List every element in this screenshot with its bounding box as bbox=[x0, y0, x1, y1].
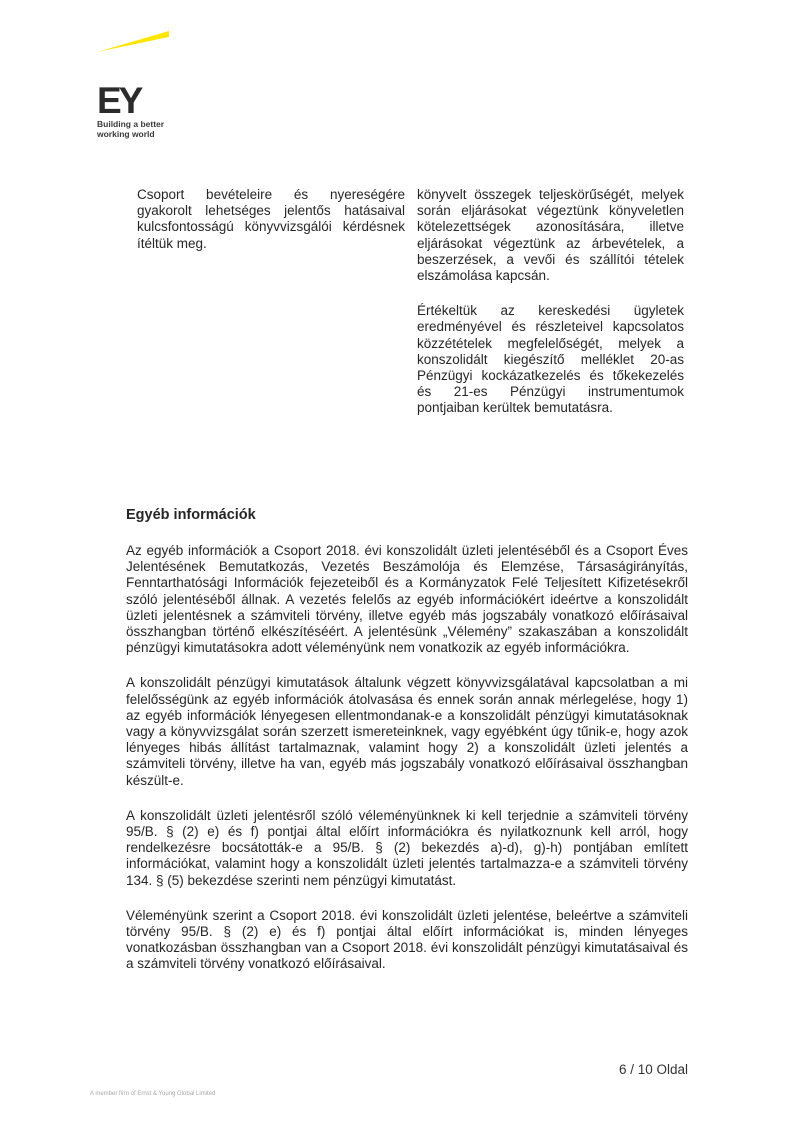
section-heading: Egyéb információk bbox=[126, 507, 256, 523]
logo-tagline bbox=[97, 119, 207, 139]
section-body bbox=[126, 543, 688, 992]
logo-tagline-line2: working world bbox=[97, 129, 155, 139]
logo-tagline-line1: Building a better bbox=[97, 119, 165, 129]
left-column-paragraph: Csoport bevételeire és nyereségére gyakorolt lehetséges jelentős hatásaival kulcsfontosságú könyvvizsgálói kérdésnek ítéltük meg. bbox=[137, 187, 405, 251]
logo-accent-beam bbox=[95, 30, 175, 60]
page-number: 6 / 10 Oldal bbox=[618, 1062, 688, 1077]
left-column bbox=[137, 187, 405, 271]
footer-note: A member firm of Ernst & Young Global Limited bbox=[90, 1091, 216, 1097]
logo-letters: EY bbox=[97, 80, 141, 121]
right-column bbox=[417, 187, 684, 436]
body-paragraph-1: Az egyéb információk a Csoport 2018. évi konszolidált üzleti jelentéséből és a Csoport Éves Jelentésének Bemutatkozás, Vezetés Beszámolója és Elemzése, Társaságirányítás, Fenntarthatósági Információk fejezeteiből és a Kormányzatok Felé Teljesített Kifizetésekről szóló jelentéséből állnak. A vezetés felelős az egyéb információkért ideértve a konszolidált üzleti jelentésnek a számviteli törvény, illetve egyéb más jogszabály vonatkozó előírásaival összhangban történő elkészítéséért. A jelentésünk „Vélemény” szakaszában a konszolidált pénzügyi kimutatásokra adott véleményünk nem vonatkozik az egyéb információkra. bbox=[126, 543, 688, 656]
ey-logo bbox=[95, 30, 205, 139]
right-column-paragraph-2: Értékeltük az kereskedési ügyletek eredményével és részleteivel kapcsolatos közzétételek megfelelőségét, melyek a konszolidált kiegészítő melléklet 20-as Pénzügyi kockázatkezelés és tőkekezelés és 21-es Pénzügyi instrumentumok pontjaiban kerültek bemutatásra. bbox=[417, 303, 684, 416]
body-paragraph-3: A konszolidált üzleti jelentésről szóló véleményünknek ki kell terjednie a számviteli törvény 95/B. § (2) e) és f) pontjai által előírt információkra és nyilatkoznunk kell arról, hogy rendelkezésre bocsátották-e a 95/B. § (2) bekezdés a)-d), g)-h) pontjában említett információkat, valamint hogy a konszolidált üzleti jelentés tartalmazza-e a számviteli törvény 134. § (5) bekezdése szerinti nem pénzügyi kimutatást. bbox=[126, 807, 688, 888]
body-paragraph-4: Véleményünk szerint a Csoport 2018. évi konszolidált üzleti jelentése, beleértve a számviteli törvény 95/B. § (2) e) és f) pontjai által előírt információkat is, minden lényeges vonatkozásban összhangban van a Csoport 2018. évi konszolidált pénzügyi kimutatásaival és a számviteli törvény vonatkozó előírásaival. bbox=[126, 907, 688, 972]
right-column-paragraph-1: könyvelt összegek teljeskörűségét, melyek során eljárásokat végeztünk könyveletlen kötelezettségek azonosítására, illetve eljárásokat végeztünk az árbevételek, a beszerzések, a vevői és szállítói tételek elszámolása kapcsán. bbox=[417, 187, 684, 284]
body-paragraph-2: A konszolidált pénzügyi kimutatások általunk végzett könyvvizsgálatával kapcsolatban a mi felelősségünk az egyéb információk átolvasása és ennek során annak mérlegelése, hogy 1) az egyéb információk lényegesen ellentmondanak-e a konszolidált pénzügyi kimutatásoknak vagy a könyvvizsgálat során szerzett ismereteinknek, vagy egyébként úgy tűnik-e, hogy azok lényeges hibás állítást tartalmaznak, valamint hogy 2) a konszolidált üzleti jelentés a számviteli törvény, illetve ha van, egyéb más jogszabály vonatkozó előírásaival összhangban készült-e. bbox=[126, 675, 688, 788]
